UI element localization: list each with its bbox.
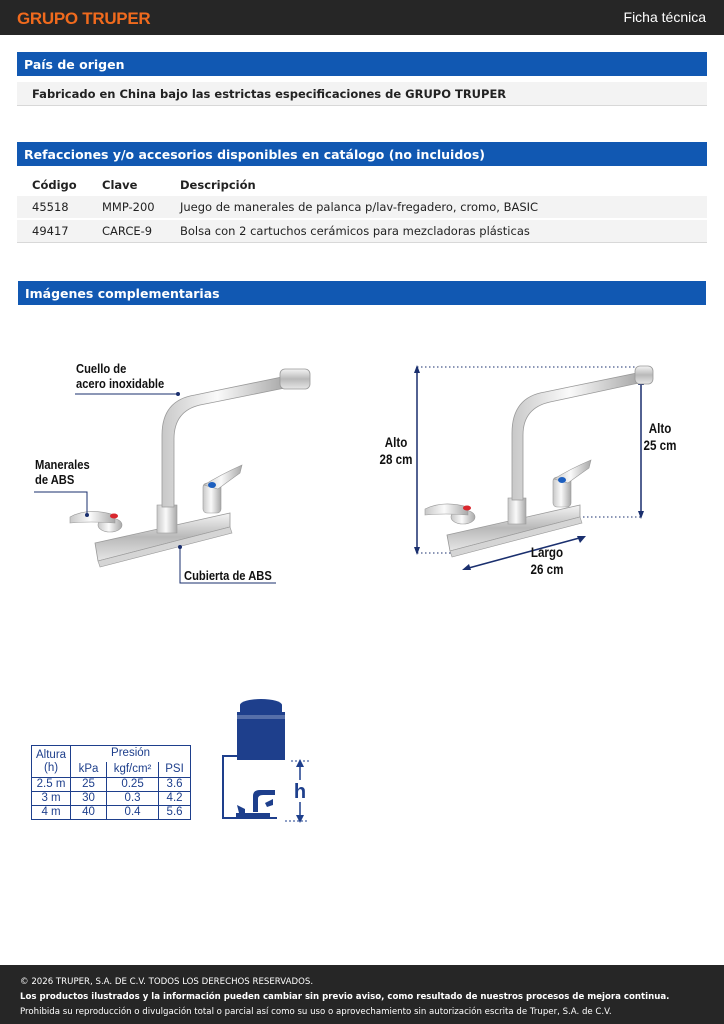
pressure-psi: 4.2 (159, 792, 191, 806)
total-height-label (375, 434, 416, 468)
column-header-key: Clave (87, 173, 165, 196)
pressure-kgf: 0.25 (107, 778, 159, 792)
part-description: Juego de manerales de palanca p/lav-fregadero, cromo, BASIC (165, 196, 707, 219)
cover-callout: Cubierta de ABS (184, 568, 272, 583)
part-key: MMP-200 (87, 196, 165, 219)
column-header-description: Descripción (165, 173, 707, 196)
pressure-header-psi: PSI (159, 762, 191, 778)
neck-callout (76, 361, 164, 391)
pressure-header-height-line2: (h) (43, 761, 59, 774)
parts-table (17, 173, 707, 243)
spout-height-label (639, 420, 680, 454)
pressure-header-height-line1: Altura (36, 748, 67, 761)
legal-text: Prohibida su reproducción o divulgación total o parcial así como su uso o aprovechamiento sin autorización escrita de Truper, S.A. de C.V. (20, 1007, 612, 1017)
pressure-height: 4 m (32, 806, 71, 820)
pressure-kpa: 25 (71, 778, 107, 792)
table-row (17, 219, 707, 242)
length-label-line1: Largo (530, 545, 564, 560)
part-code: 49417 (17, 219, 87, 242)
brand-logo: GRUPO TRUPER (17, 9, 151, 28)
parts-table-header (17, 173, 707, 196)
origin-text: Fabricado en China bajo las estrictas especificaciones de GRUPO TRUPER (17, 82, 707, 106)
document-type: Ficha técnica (623, 9, 706, 25)
pressure-psi: 3.6 (159, 778, 191, 792)
table-row (32, 778, 191, 792)
images-section-title: Imágenes complementarias (18, 281, 706, 305)
footer (0, 965, 724, 1024)
table-row (32, 792, 191, 806)
copyright-text: © 2026 TRUPER, S.A. DE C.V. TODOS LOS DERECHOS RESERVADOS. (20, 977, 314, 987)
pressure-kpa: 40 (71, 806, 107, 820)
total-height-label-line1: Alto (384, 435, 408, 450)
top-bar (0, 0, 724, 35)
spout-height-label-line1: Alto (648, 421, 672, 436)
pressure-kgf: 0.3 (107, 792, 159, 806)
origin-section-title: País de origen (17, 52, 707, 76)
neck-callout-line1: Cuello de (76, 361, 127, 376)
pressure-header-kgf: kgf/cm² (107, 762, 159, 778)
parts-section-title: Refacciones y/o accesorios disponibles en catálogo (no incluidos) (17, 142, 707, 166)
length-label (526, 544, 569, 578)
height-h-label: h (293, 781, 307, 803)
table-row (17, 196, 707, 219)
pressure-height: 2.5 m (32, 778, 71, 792)
pressure-kpa: 30 (71, 792, 107, 806)
pressure-psi: 5.6 (159, 806, 191, 820)
disclaimer-text: Los productos ilustrados y la información pueden cambiar sin previo aviso, como resultado de nuestros procesos de mejora continua. (20, 992, 670, 1002)
column-header-code: Código (17, 173, 87, 196)
water-tank-diagram (215, 695, 315, 825)
handles-callout-line2: de ABS (35, 472, 75, 487)
part-description: Bolsa con 2 cartuchos cerámicos para mezcladoras plásticas (165, 219, 707, 242)
pressure-header-kpa: kPa (71, 762, 107, 778)
total-height-label-line2: 28 cm (379, 452, 413, 467)
pressure-header-pressure: Presión (71, 746, 191, 762)
neck-callout-line2: acero inoxidable (76, 376, 165, 391)
pressure-height: 3 m (32, 792, 71, 806)
pressure-table (31, 745, 191, 820)
table-row (32, 806, 191, 820)
part-key: CARCE-9 (87, 219, 165, 242)
handles-callout-line1: Manerales (35, 457, 90, 472)
length-label-line2: 26 cm (530, 562, 564, 577)
handles-callout (35, 457, 90, 487)
spout-height-label-line2: 25 cm (643, 438, 677, 453)
part-code: 45518 (17, 196, 87, 219)
pressure-kgf: 0.4 (107, 806, 159, 820)
pressure-header-height (32, 746, 71, 778)
